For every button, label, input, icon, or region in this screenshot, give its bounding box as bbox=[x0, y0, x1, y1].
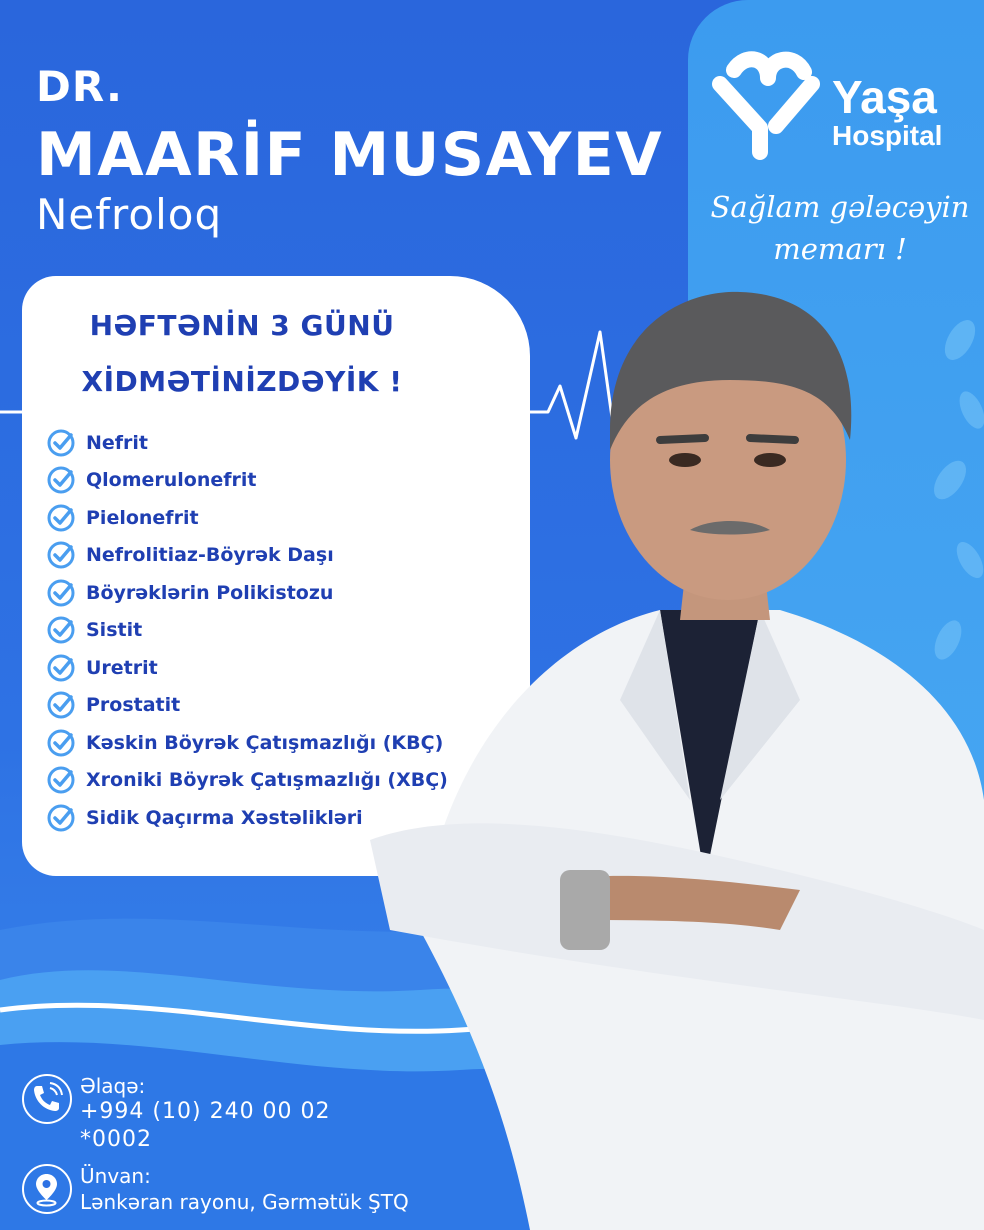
doctor-name: MAARİF MUSAYEV bbox=[36, 120, 664, 190]
logo-word-hospital: Hospital bbox=[832, 120, 943, 151]
check-circle-icon bbox=[46, 728, 76, 758]
check-circle-icon bbox=[46, 765, 76, 795]
service-label: Kəskin Böyrək Çatışmazlığı (KBÇ) bbox=[86, 731, 444, 754]
address-text: Lənkəran rayonu, Gərmətük ŞTQ bbox=[80, 1190, 409, 1214]
logo-word-yasa: Yaşa bbox=[832, 71, 937, 123]
slogan bbox=[700, 186, 980, 270]
check-circle-icon bbox=[46, 803, 76, 833]
check-circle-icon bbox=[46, 465, 76, 495]
check-circle-icon bbox=[46, 578, 76, 608]
service-label: Qlomerulonefrit bbox=[86, 469, 257, 492]
schedule-line-2: XİDMƏTİNİZDƏYİK ! bbox=[81, 365, 403, 398]
service-label: Böyrəklərin Polikistozu bbox=[86, 581, 334, 604]
location-pin-icon bbox=[22, 1164, 72, 1214]
location-glyph bbox=[24, 1166, 69, 1211]
service-label: Pielonefrit bbox=[86, 506, 199, 529]
slogan-line-1: Sağlam gələcəyin bbox=[710, 190, 970, 224]
doctor-specialty: Nefroloq bbox=[36, 190, 223, 239]
logo-wordmark bbox=[832, 71, 943, 152]
check-circle-icon bbox=[46, 615, 76, 645]
contact-label: Əlaqə: bbox=[80, 1074, 146, 1098]
contact-phone[interactable]: +994 (10) 240 00 02 bbox=[80, 1099, 331, 1124]
check-circle-icon bbox=[46, 503, 76, 533]
service-label: Xroniki Böyrək Çatışmazlığı (XBÇ) bbox=[86, 769, 448, 792]
service-label: Uretrit bbox=[86, 656, 158, 679]
schedule-line-1: HƏFTƏNİN 3 GÜNÜ bbox=[89, 309, 395, 342]
check-circle-icon bbox=[46, 653, 76, 683]
address-label: Ünvan: bbox=[80, 1164, 151, 1188]
service-label: Nefrit bbox=[86, 431, 149, 454]
slogan-line-2: memarı ! bbox=[773, 232, 907, 266]
check-circle-icon bbox=[46, 428, 76, 458]
doctor-prefix: DR. bbox=[36, 62, 123, 111]
phone-icon bbox=[22, 1074, 72, 1124]
service-label: Sidik Qaçırma Xəstəlikləri bbox=[86, 806, 363, 829]
service-label: Sistit bbox=[86, 619, 143, 642]
doctor-photo bbox=[360, 280, 984, 1230]
check-circle-icon bbox=[46, 690, 76, 720]
contact-short-number[interactable]: *0002 bbox=[80, 1127, 152, 1152]
service-label: Nefrolitiaz-Böyrək Daşı bbox=[86, 544, 334, 567]
phone-glyph bbox=[24, 1076, 69, 1121]
check-circle-icon bbox=[46, 540, 76, 570]
service-label: Prostatit bbox=[86, 694, 181, 717]
